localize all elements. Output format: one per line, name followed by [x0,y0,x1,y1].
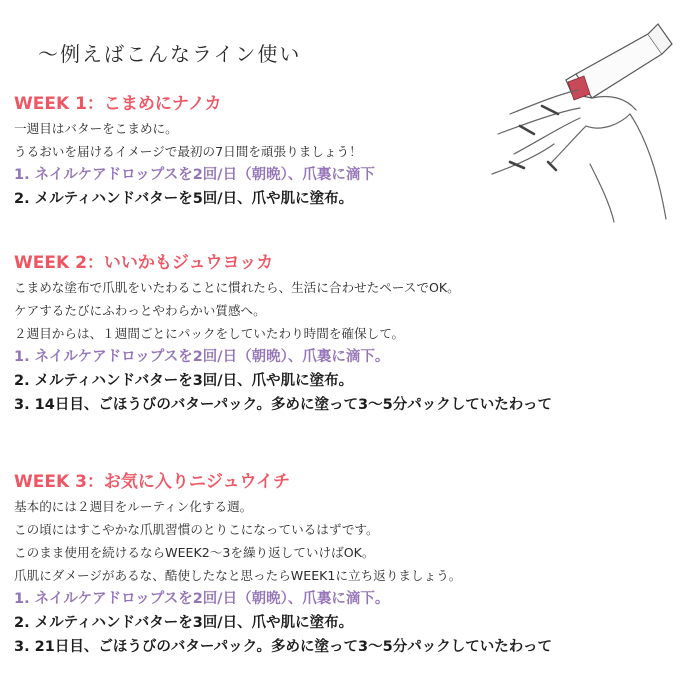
week-3-step-2: 2. メルティハンドバターを3回/日、爪や肌に塗布。 [14,615,354,631]
week-2-step-3: 3. 14日目、ごほうびのバターパック。多めに塗って3〜5分パックしていたわって [14,397,553,413]
week-2-step-2: 2. メルティハンドバターを3回/日、爪や肌に塗布。 [14,373,354,389]
week-3-note-1: 基本的には２週目をルーティン化する週。 [14,499,253,514]
week-1-section [14,91,686,211]
week-2-note-2: ケアするたびにふわっとやわらかい質感へ。 [14,303,266,318]
week-1-note-2: うるおいを届けるイメージで最初の7日間を頑張りましょう！ [14,144,362,159]
week-1-heading: WEEK 1：こまめにナノカ [14,94,222,114]
week-2-step-1: 1. ネイルケアドロップスを2回/日（朝晩）、爪裏に滴下。 [14,349,390,365]
week-3-step-3: 3. 21日目、ごほうびのバターパック。多めに塗って3〜5分パックしていたわって [14,639,553,655]
week-3-section [14,469,686,659]
week-1-note-1: 一週目はバターをこまめに。 [14,121,178,136]
week-3-note-2: この頃にはすこやかな爪肌習慣のとりこになっているはずです。 [14,522,379,537]
week-1-step-1: 1. ネイルケアドロップスを2回/日（朝晩）、爪裏に滴下 [14,167,375,183]
week-3-note-3: このまま使用を続けるならWEEK2〜3を繰り返していけばOK。 [14,545,375,560]
page-title: 〜例えばこんなライン使い [38,42,302,66]
week-2-section [14,250,686,417]
week-3-heading: WEEK 3：お気に入りニジュウイチ [14,472,291,492]
week-2-note-1: こまめな塗布で爪肌をいたわることに慣れたら、生活に合わせたペースでOK。 [14,280,460,295]
week-1-step-2: 2. メルティハンドバターを5回/日、爪や肌に塗布。 [14,191,354,207]
week-3-note-4: 爪肌にダメージがあるな、酷使したなと思ったらWEEK1に立ち返りましょう。 [14,568,462,583]
week-3-step-1: 1. ネイルケアドロップスを2回/日（朝晩）、爪裏に滴下。 [14,591,390,607]
week-2-heading: WEEK 2：いいかもジュウヨッカ [14,253,274,273]
week-2-note-3: ２週目からは、１週間ごとにパックをしていたわり時間を確保して。 [14,326,405,341]
